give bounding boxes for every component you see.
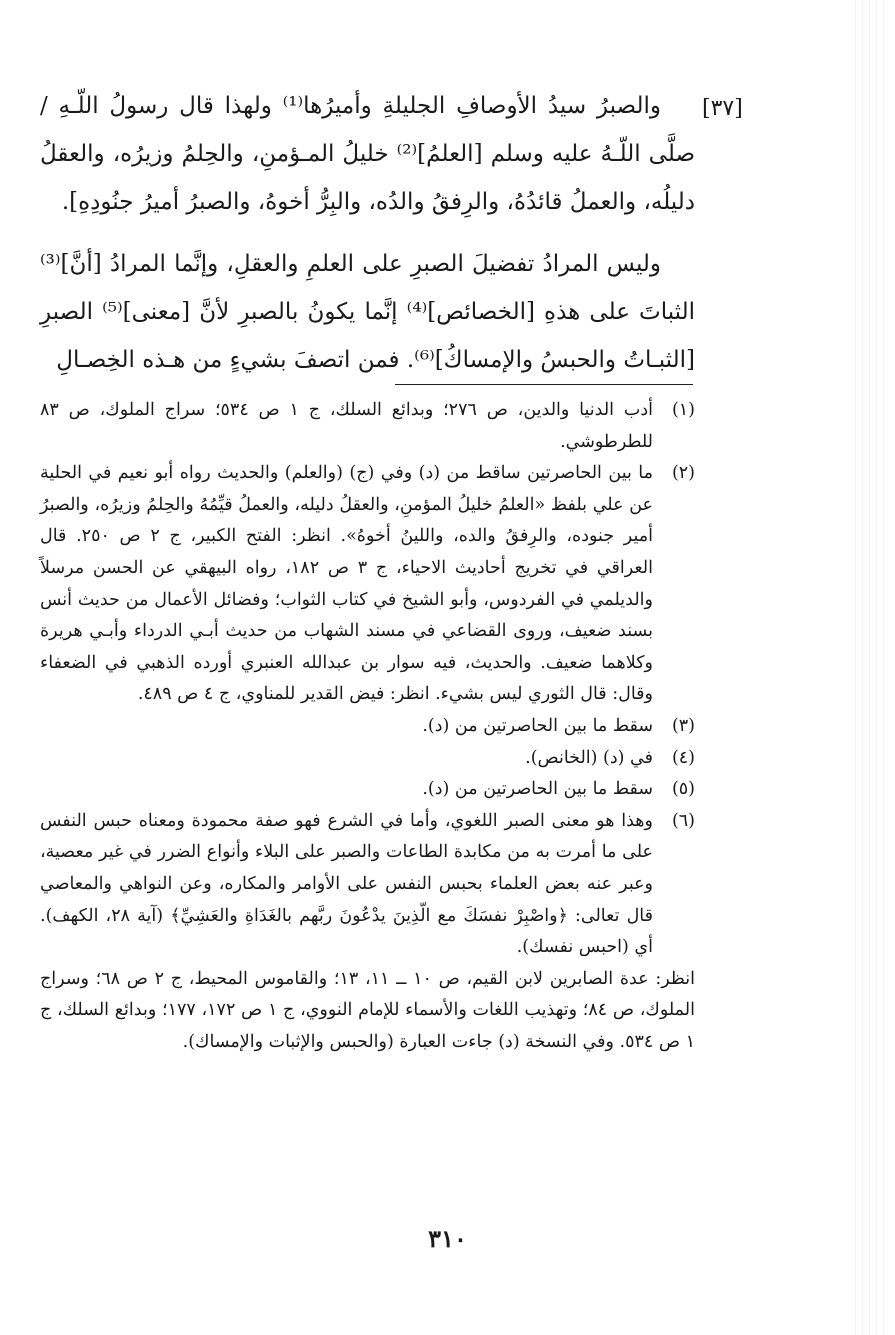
- footnote-2: [40, 458, 695, 711]
- footnote-text: سقط ما بين الحاصرتين من (د).: [422, 779, 653, 800]
- footnote-text: ما بين الحاصرتين ساقط من (د) وفي (ج) (والعلم) والحديث رواه أبو نعيم في الحلية عن علي بلفظ «العلمُ خليلُ المؤمنِ، والعقلُ دليله، والعملُ قيِّمُهُ والحِلمُ وزيرُه، والصبرُ أمير جنوده، والرِفقُ والده، واللينُ أخوهُ». انظر: الفتح الكبير، ج ٢ ص ٢٥٠. قال العراقي في تخريج أحاديث الاحياء، ج ٣ ص ١٨٢، رواه البيهقي عن الحسن مرسلاً والديلمي في الفردوس، وأبو الشيخ في كتاب الثواب؛ وفضائل الأعمال من حديث أنس بسند ضعيف، وروى القضاعي في مسند الشهاب من حديث أبـي الدرداء وأبـي هريرة وكلاهما ضعيف. والحديث، فيه سوار بن عبدالله العنبري أورده الذهبي في الضعفاء وقال: قال الثوري ليس بشيء. انظر: فيض القدير للمناوي، ج ٤ ص ٤٨٩.: [40, 463, 653, 705]
- page-number: ٣١٠: [428, 1224, 467, 1253]
- footnote-number: (٥): [671, 779, 695, 800]
- footnote-3: [40, 711, 695, 743]
- footnote-6: [40, 806, 695, 964]
- footnote-text: وهذا هو معنى الصبر اللغوي، وأما في الشرع فهو صفة محمودة ومعناه حبس النفس على ما أمرت به من مكابدة الطاعات والصبر على البلاء وأنواع الضرر في غير معصية، وعبر عنه بعض العلماء بحبس النفس على الأوامر والمكاره، وعن النواهي والمعاصي قال تعالى: ﴿واصْبِرْ نفسَكَ مع الّذِينَ يدْعُونَ ربَّهم بالغَدَاةِ والعَشِيِّ﴾ (آية ٢٨، الكهف). أي (احبس نفسك).: [40, 810, 653, 958]
- footnote-number: (٤): [671, 747, 695, 768]
- footnote-number: (٣): [671, 715, 695, 736]
- main-paragraph-2: وليس المرادُ تفضيلَ الصبرِ على العلمِ والعقلِ، وإنَّما المرادُ [أنَّ]⁽³⁾ الثباتَ على هذهِ [الخصائص]⁽⁴⁾ إنَّما يكونُ بالصبرِ لأنَّ [معنى]⁽⁵⁾ الصبرِ [الثبـاتُ والحبسُ والإمساكُ]⁽⁶⁾. فمن اتصفَ بشيءٍ من هـذه الخِصـالِ: [40, 251, 695, 373]
- main-text: [40, 82, 695, 398]
- footnotes: [40, 395, 695, 1058]
- footnote-number: (٦): [671, 810, 695, 831]
- footnote-text: سقط ما بين الحاصرتين من (د).: [422, 715, 653, 736]
- footnote-4: [40, 743, 695, 775]
- footnote-number: (١): [671, 400, 695, 420]
- margin-reference: [٣٧]: [702, 96, 743, 121]
- footnote-number: (٢): [671, 463, 695, 484]
- footnote-5: [40, 774, 695, 806]
- main-paragraph-1: والصبرُ سيدُ الأوصافِ الجليلةِ وأميرُها⁽¹⁾ ولهذا قال رسولُ اللّـهِ / صلَّى اللّـهُ عليه وسلم [العلمُ]⁽²⁾ خليلُ المـؤمنِ، والحِلمُ وزيرُه، والعقلُ دليلُه، والعملُ قائدُهُ، والرِفقُ والدُه، والبِرُّ أخوهُ، والصبرُ أميرُ جنُودِهِ].: [40, 93, 695, 215]
- footnote-6-sources: انظر: عدة الصابرين لابن القيم، ص ١٠ ــ ١١، ١٣؛ والقاموس المحيط، ج ٢ ص ٦٨؛ وسراج الملوك، ص ٨٤؛ وتهذيب اللغات والأسماء للإمام النووي، ج ١ ص ١٧٢، ١٧٧؛ وبدائع السلك، ج ١ ص ٥٣٤. وفي النسخة (د) جاءت العبارة (والحبس والإثبات والإمساك).: [40, 968, 695, 1052]
- footnote-divider: [395, 384, 693, 385]
- footnote-1: [40, 395, 695, 458]
- page-edge-shadow: [849, 0, 889, 1335]
- footnote-text: أدب الدنيا والدين، ص ٢٧٦؛ وبدائع السلك، ج ١ ص ٥٣٤؛ سراج الملوك، ص ٨٣ للطرطوشي.: [40, 400, 653, 452]
- footnote-text: في (د) (الخانص).: [525, 747, 653, 768]
